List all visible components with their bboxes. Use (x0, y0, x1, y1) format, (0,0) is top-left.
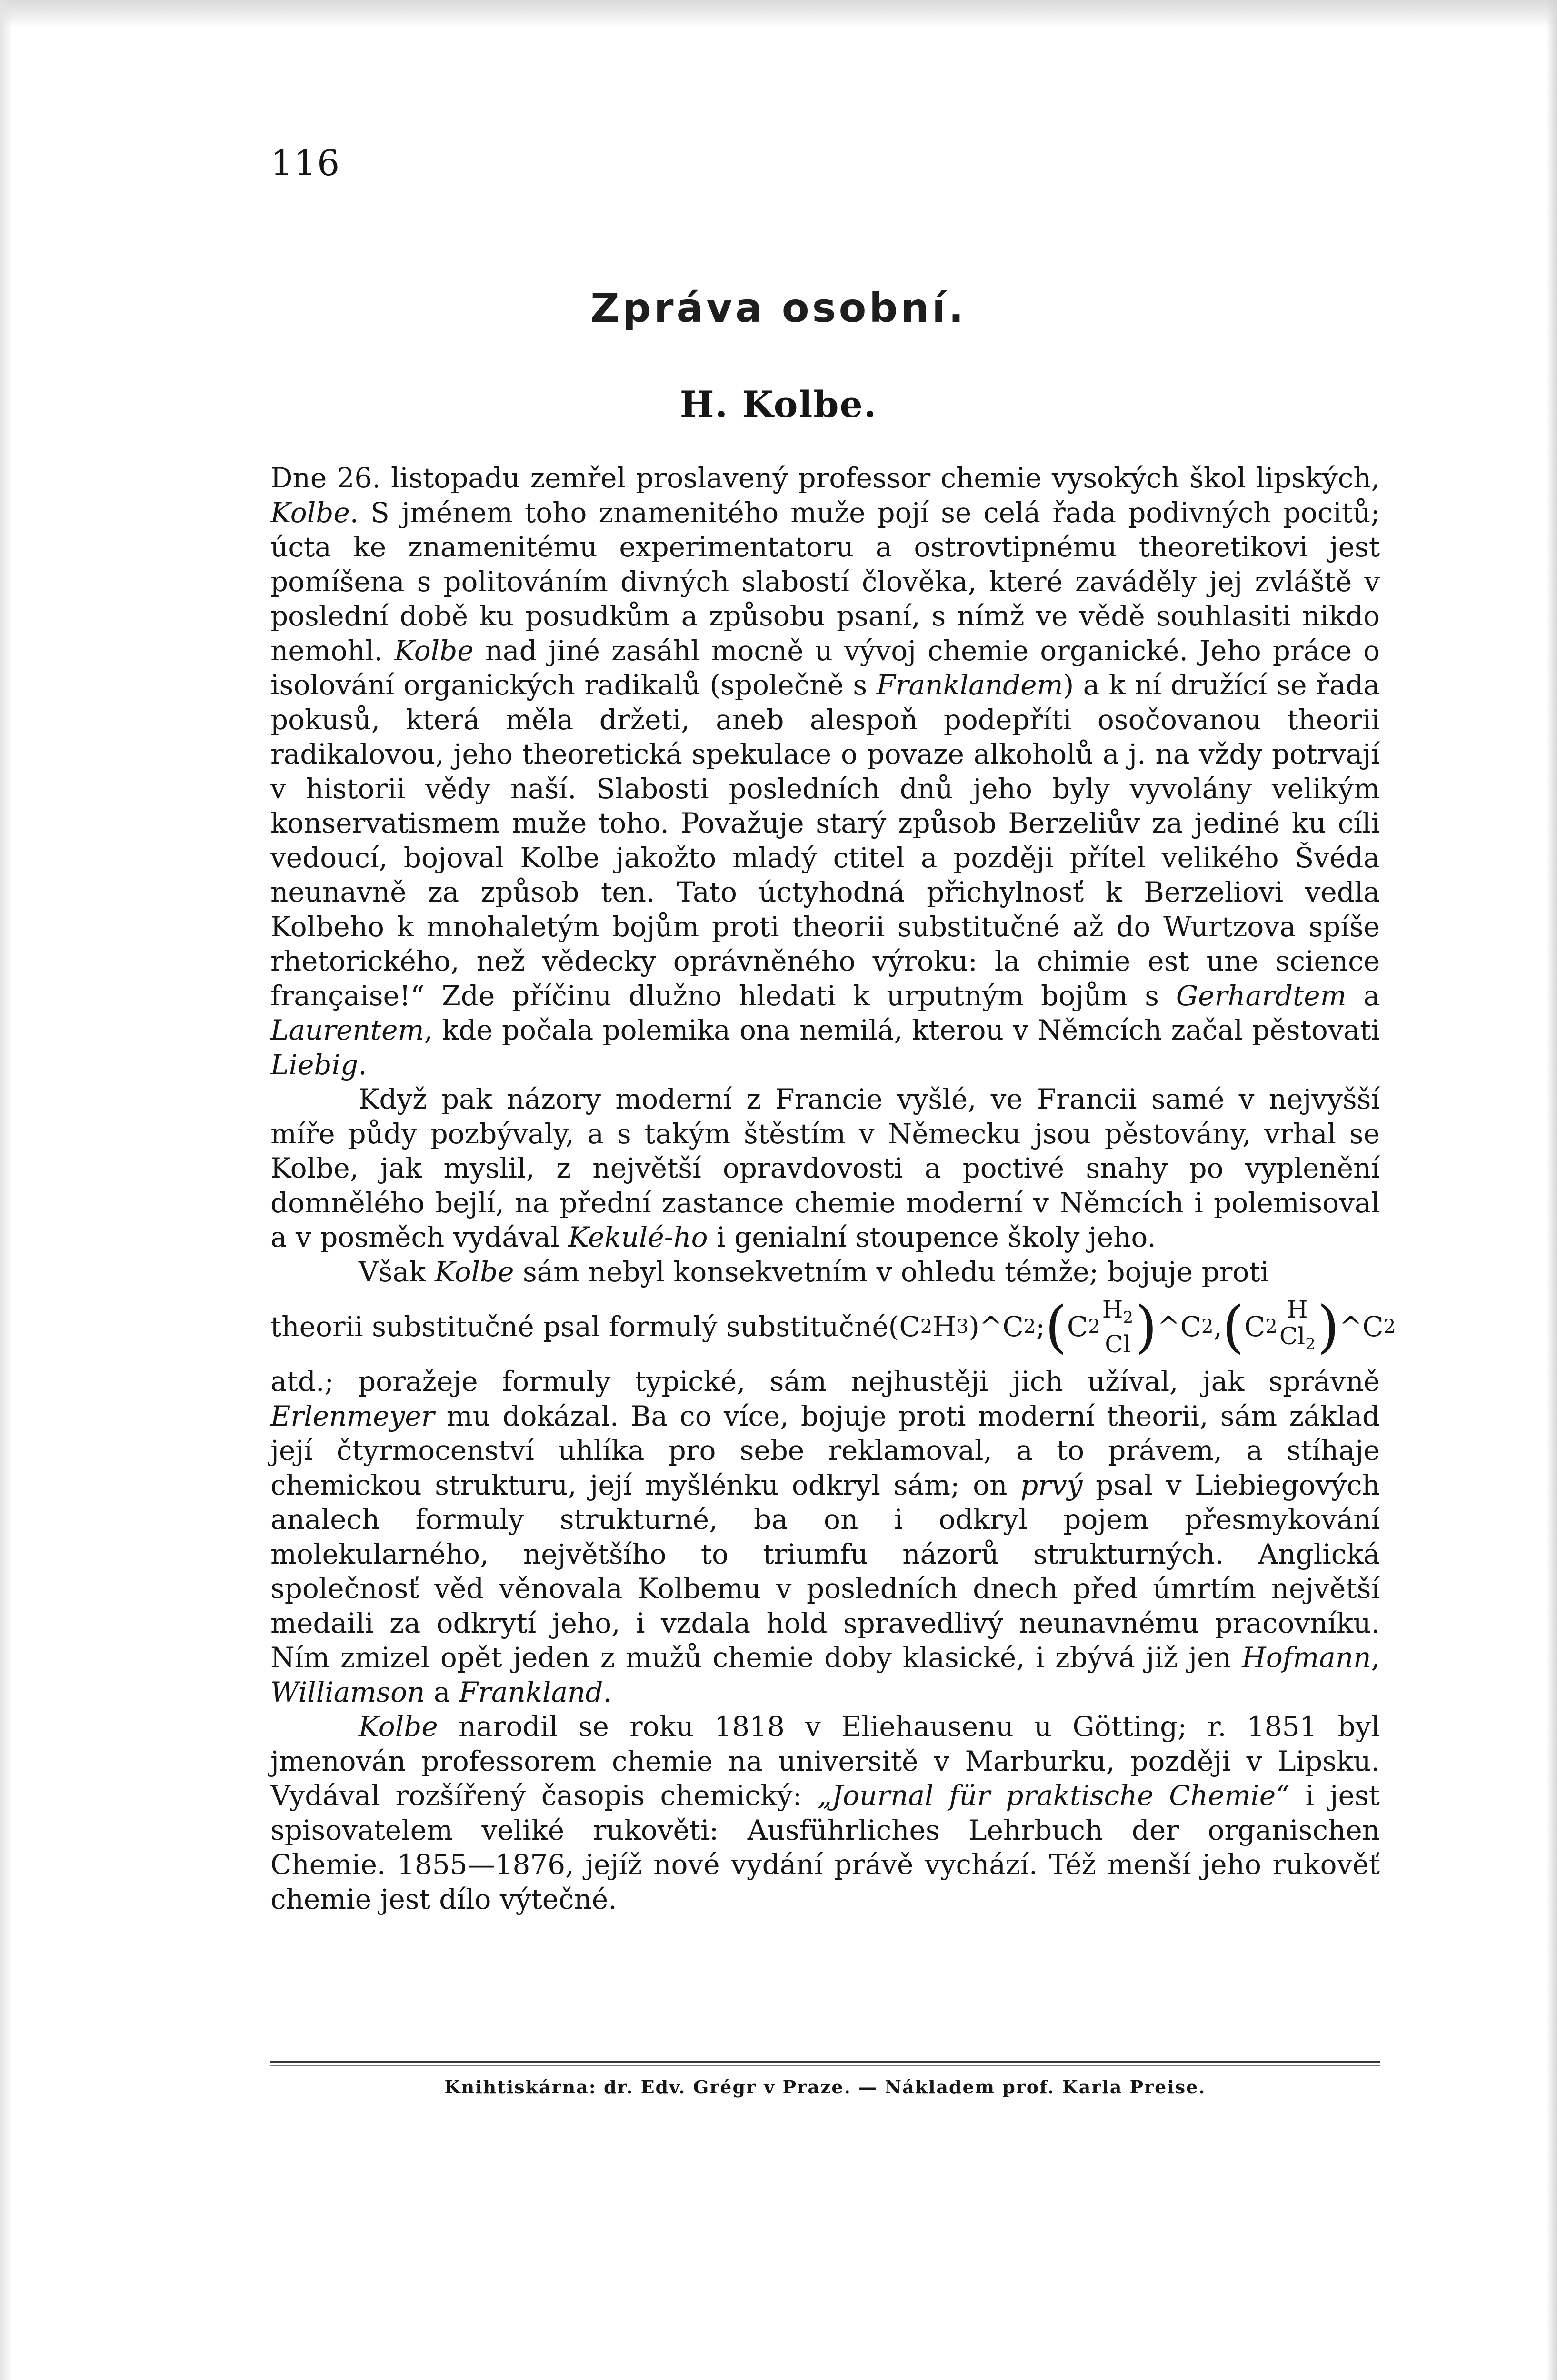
section-title: Zpráva osobní. (590, 285, 967, 331)
footer-rule (270, 2061, 1380, 2066)
formula-stack-bottom (1279, 1323, 1316, 1358)
formula-hydrogen: H (1102, 1295, 1123, 1323)
text-run: nad jiné zasáhl mocně u vývoj chemie organické. Jeho práce o isolování organických radikalů (společně s (270, 634, 1380, 701)
formula-paren-open: ( (888, 1310, 899, 1343)
italic-text: prvý (1020, 1468, 1083, 1501)
formula-carbon: C (1180, 1310, 1202, 1343)
formula-stack-top: H (1287, 1295, 1308, 1323)
paragraph (270, 461, 1380, 1082)
text-run: , (1371, 1641, 1380, 1674)
formula-carbon: C (899, 1310, 920, 1343)
page-edge-shadow-top (0, 0, 1557, 29)
printer-imprint: Knihtiskárna: dr. Edv. Grégr v Praze. — Nákladem prof. Karla Preise. (444, 2076, 1206, 2098)
formula-lead-text: theorii substitučné psal formulý substitučné (270, 1310, 888, 1343)
formula-stack (1279, 1296, 1316, 1358)
italic-text: Franklandem (876, 669, 1063, 701)
italic-text: Kolbe (270, 496, 350, 529)
formula-big-paren-close: ) (1135, 1294, 1158, 1359)
text-run: . (358, 1048, 367, 1081)
text-run: . S jménem toho znamenitého muže pojí se celá řada podivných pocitů; úcta ke znamenitému experimentatoru a ostrovtipnému theoretikovi jest pomíšena s politováním divných slabostí člověka, které zaváděly jej zvláště v poslední době ku posudkům a způsobu psaní, s nímž ve vědě souhlasiti nikdo nemohl. (270, 496, 1380, 667)
italic-text: Frankland (459, 1676, 603, 1708)
formula-subscript: 2 (1088, 1315, 1100, 1338)
article-heading: H. Kolbe. (679, 383, 878, 426)
text-run: atd.; poražeje formuly typické, sám nejhustěji jich užíval, jak správně (270, 1365, 1380, 1398)
article-body (270, 461, 1396, 1916)
formula-big-paren-open: ( (1045, 1294, 1067, 1359)
formula-carbon: C (1362, 1310, 1384, 1343)
text-run: i genialní stoupence školy jeho. (708, 1221, 1156, 1253)
italic-text: Kolbe (394, 634, 474, 667)
page-edge-shadow-right (1547, 0, 1557, 2380)
text-run: mu dokázal. Ba co více, bojuje proti moderní theorii, sám základ její čtyrmocenství uhlíka pro sebe reklamoval, a to právem, a stíhaje chemickou strukturu, její myšlénku odkryl sám; on (270, 1399, 1380, 1501)
paragraph (270, 1082, 1380, 1255)
formula-big-paren-open: ( (1222, 1294, 1244, 1359)
italic-text: Kekulé-ho (568, 1221, 708, 1253)
text-run: i jest spisovatelem veliké rukověti: Ausführliches Lehrbuch der organischen Chemie. 1855—1876, jejíž nové vydání právě vychází. Též menší jeho rukověť chemie jest dílo výtečné. (270, 1779, 1380, 1915)
formula-semicolon: ; (1036, 1310, 1045, 1343)
text-run: sám nebyl konsekvetním v ohledu témže; bojuje proti (514, 1255, 1269, 1288)
formula-subscript: 3 (956, 1315, 969, 1338)
formula-subscript: 2 (1383, 1315, 1396, 1338)
text-run: Když pak názory moderní z Francie vyšlé, ve Francii samé v nejvyšší míře půdy pozbývaly, a s takým štěstím v Německu jsou pěstovány, vrhal se Kolbe, jak myslil, z největší opravdovosti a poctivé snahy po vyplenění domnělého bejlí, na přední zastance chemie moderní v Němcích i polemisoval a v posměch vydával (270, 1083, 1380, 1253)
formula-comma: , (1213, 1310, 1222, 1343)
formula-carbon: C (1067, 1310, 1088, 1343)
paragraph (270, 1364, 1380, 1709)
text-run: , kde počala polemika ona nemilá, kterou v Němcích začal pěstovati (424, 1014, 1380, 1046)
page-number: 116 (270, 143, 341, 184)
italic-text: Gerhardtem (1176, 979, 1347, 1012)
italic-text: „Journal für praktische Chemie“ (817, 1779, 1290, 1812)
formula-stack-top (1102, 1296, 1133, 1331)
formula-subscript: 2 (1265, 1315, 1278, 1338)
italic-text: Liebig (270, 1048, 359, 1081)
formula-big-paren-close: ) (1317, 1294, 1339, 1359)
italic-text: Kolbe (434, 1255, 514, 1288)
italic-text: Laurentem (270, 1014, 424, 1046)
text-run: a (1346, 979, 1380, 1012)
paragraph (270, 1709, 1380, 1916)
formula-subscript: 2 (1201, 1315, 1214, 1338)
page-edge-shadow-left (0, 0, 12, 2380)
italic-text: Kolbe (359, 1710, 438, 1743)
formula-carbon: C (1244, 1310, 1266, 1343)
formula-caret: ^ (1157, 1310, 1180, 1343)
formula-group (888, 1296, 1396, 1358)
italic-text: Williamson (270, 1676, 425, 1708)
text-run: psal v Liebiegových analech formuly strukturné, ba on i odkryl pojem přesmykování molekularného, největšího to triumfu názorů strukturných. Anglická společnosť věd věnovala Kolbemu v posledních dnech před úmrtím největší medaili za odkrytí jeho, i vzdala hold spravedlivý neunavnému pracovníku. Ním zmizel opět jeden z mužů chemie doby klasické, i zbývá již jen (270, 1468, 1380, 1674)
formula-subscript: 2 (1305, 1334, 1316, 1354)
formula-carbon: C (1002, 1310, 1024, 1343)
formula-stack (1102, 1296, 1133, 1358)
text-run: narodil se roku 1818 v Eliehausenu u Götting; r. 1851 byl jmenován professorem chemie na universitě v Marburku, později v Lipsku. Vydával rozšířený časopis chemický: (270, 1710, 1380, 1812)
formula-line (270, 1289, 1396, 1364)
italic-text: Erlenmeyer (270, 1399, 435, 1432)
paragraph (270, 1255, 1380, 1289)
text-run: . (603, 1676, 612, 1708)
text-run: a (425, 1676, 459, 1708)
text-run: ) a k ní družící se řada pokusů, která měla držeti, aneb alespoň podepříti osočovanou theorii radikalovou, jeho theoretická spekulace o povaze alkoholů a j. na vždy potrvají v historii vědy naší. Slabosti posledních dnů jeho byly vyvolány velikým konservatismem muže toho. Považuje starý způsob Berzeliův za jediné ku cíli vedoucí, bojoval Kolbe jakožto mladý ctitel a později přítel velikého Švéda neunavně za způsob ten. Tato úctyhodná přichylnosť k Berzeliovi vedla Kolbeho k mnohaletým bojům proti theorii substitučné až do Wurtzova spíše rhetorického, než vědecky oprávněného výroku: la chimie est une science française!“ Zde příčinu dlužno hledati k urputným bojům s (270, 669, 1380, 1012)
italic-text: Hofmann (1242, 1641, 1371, 1674)
formula-caret: ^ (1339, 1310, 1363, 1343)
formula-hydrogen: H (932, 1310, 957, 1343)
text-run: Však (359, 1255, 435, 1288)
formula-subscript: 2 (1023, 1315, 1036, 1338)
formula-paren-close: ) (968, 1310, 979, 1343)
formula-subscript: 2 (920, 1315, 933, 1338)
formula-chlorine: Cl (1279, 1322, 1306, 1350)
formula-subscript: 2 (1123, 1308, 1133, 1327)
formula-stack-bottom: Cl (1105, 1330, 1131, 1358)
formula-caret: ^ (979, 1310, 1003, 1343)
text-run: Dne 26. listopadu zemřel proslavený professor chemie vysokých škol lipských, (270, 462, 1380, 494)
